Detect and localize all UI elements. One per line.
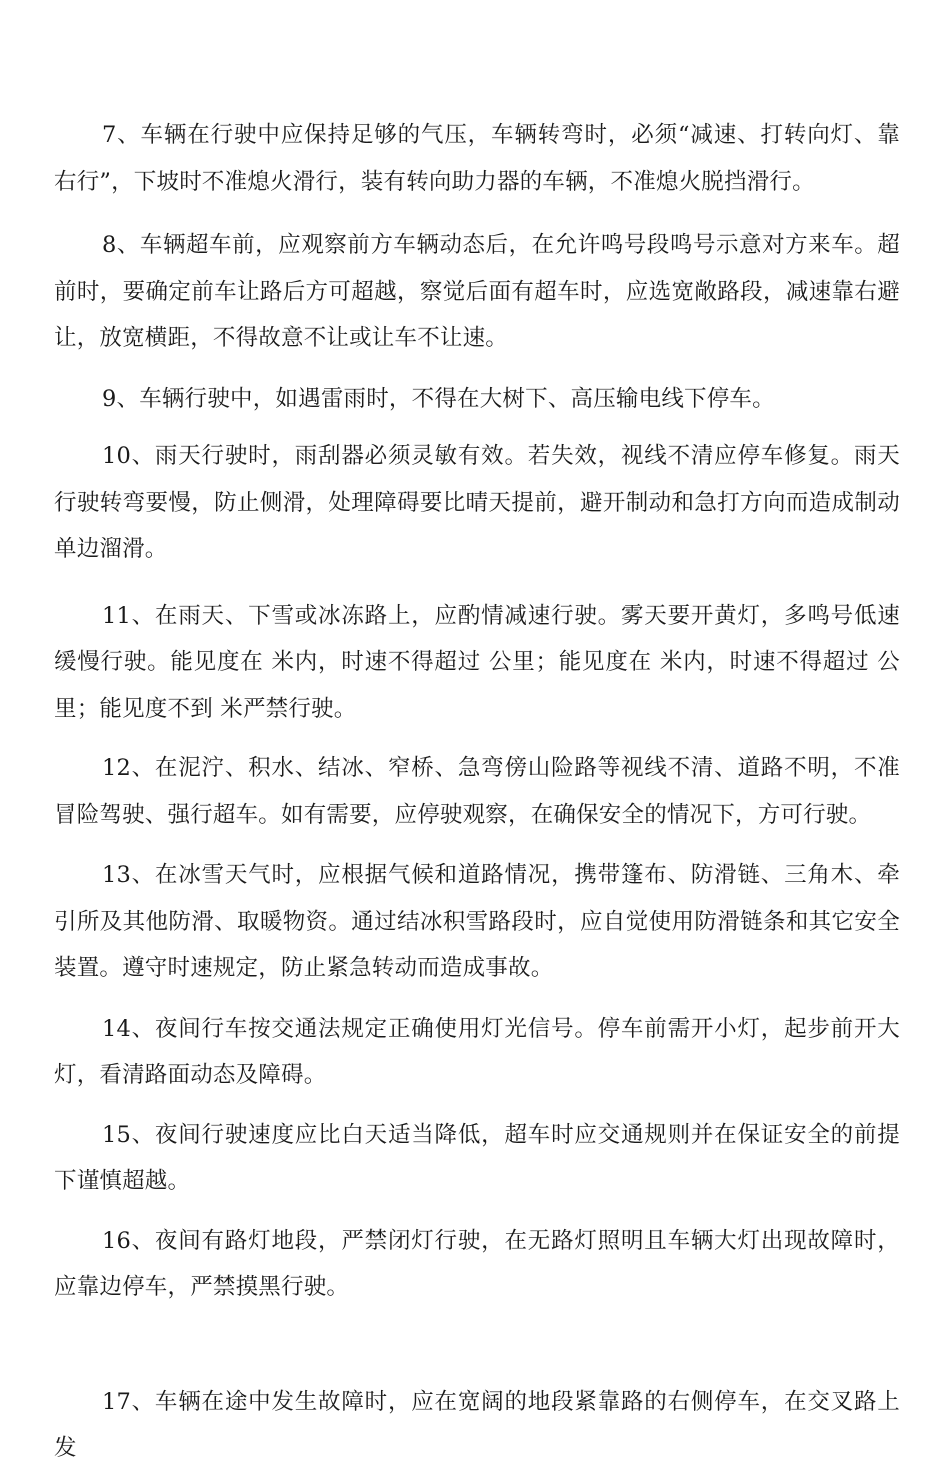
paragraph-11: 11、在雨天、下雪或冰冻路上，应酌情减速行驶。雾天要开黄灯，多鸣号低速缓慢行驶。能见度在 米内，时速不得超过 公里；能见度在 米内，时速不得超过 公里；能见度不到 米严禁行驶。 xyxy=(54,602,900,722)
paragraph-9: 9、车辆行驶中，如遇雷雨时，不得在大树下、高压输电线下停车。 xyxy=(102,385,775,412)
paragraph-15: 15、夜间行驶速度应比白天适当降低，超车时应交通规则并在保证安全的前提下谨慎超越。 xyxy=(54,1121,900,1194)
paragraph-17: 17、车辆在途中发生故障时，应在宽阔的地段紧靠路的右侧停车，在交叉路上发 xyxy=(54,1388,900,1461)
paragraph-12: 12、在泥泞、积水、结冰、窄桥、急弯傍山险路等视线不清、道路不明，不准冒险驾驶、强行超车。如有需要，应停驶观察，在确保安全的情况下，方可行驶。 xyxy=(54,755,900,828)
document-page xyxy=(54,112,900,1472)
paragraph-8: 8、车辆超车前，应观察前方车辆动态后，在允许鸣号段鸣号示意对方来车。超前时，要确定前车让路后方可超越，察觉后面有超车时，应选宽敞路段，减速靠右避让，放宽横距，不得故意不让或让车不让速。 xyxy=(54,232,900,351)
paragraph-10: 10、雨天行驶时，雨刮器必须灵敏有效。若失效，视线不清应停车修复。雨天行驶转弯要慢，防止侧滑，处理障碍要比晴天提前，避开制动和急打方向而造成制动单边溜滑。 xyxy=(54,443,900,562)
paragraph-7: 7、车辆在行驶中应保持足够的气压，车辆转弯时，必须“减速、打转向灯、靠右行”，下坡时不准熄火滑行，装有转向助力器的车辆，不准熄火脱挡滑行。 xyxy=(54,122,900,195)
paragraph-16: 16、夜间有路灯地段，严禁闭灯行驶，在无路灯照明且车辆大灯出现故障时，应靠边停车，严禁摸黑行驶。 xyxy=(54,1227,900,1300)
paragraph-14: 14、夜间行车按交通法规定正确使用灯光信号。停车前需开小灯，起步前开大灯，看清路面动态及障碍。 xyxy=(54,1015,900,1088)
paragraph-13: 13、在冰雪天气时，应根据气候和道路情况，携带篷布、防滑链、三角木、牵引所及其他防滑、取暖物资。通过结冰积雪路段时，应自觉使用防滑链条和其它安全装置。遵守时速规定，防止紧急转动而造成事故。 xyxy=(54,862,900,981)
